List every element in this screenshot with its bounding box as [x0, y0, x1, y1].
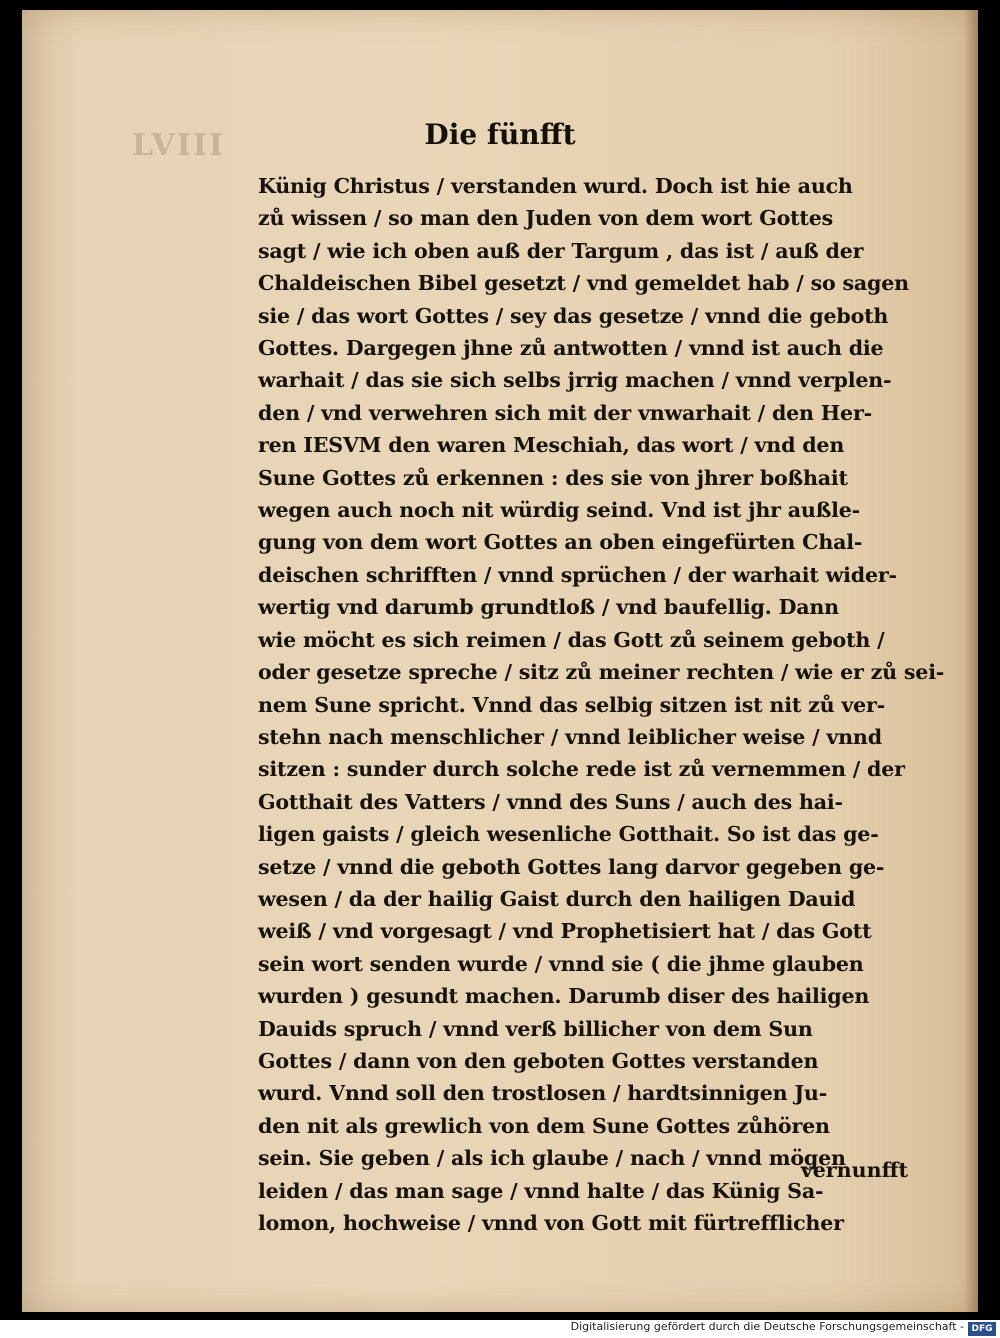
text-line: wie möcht es sich reimen / das Gott zů seinem geboth / — [258, 627, 885, 652]
text-line: leiden / das man sage / vnnd halte / das Künig Sa- — [258, 1178, 824, 1203]
text-line: den nit als grewlich von dem Sune Gottes zůhören — [258, 1113, 830, 1138]
text-line: wurd. Vnnd soll den trostlosen / hardtsinnigen Ju- — [258, 1081, 828, 1106]
text-line: Gotthait des Vatters / vnnd des Suns / auch des hai- — [258, 789, 843, 814]
dfg-logo-icon: DFG — [968, 1322, 996, 1336]
body-text — [258, 170, 945, 1239]
text-line: gung von dem wort Gottes an oben eingefürten Chal- — [258, 530, 863, 555]
text-line: wertig vnd darumb grundtloß / vnd baufellig. Dann — [258, 595, 839, 620]
text-line: den / vnd verwehren sich mit der vnwarhait / den Her- — [258, 400, 872, 425]
bleed-through-folio: LVIII — [132, 128, 225, 163]
text-line: wesen / da der hailig Gaist durch den hailigen Dauid — [258, 886, 856, 911]
book-page — [22, 10, 978, 1312]
text-line: Sune Gottes zů erkennen : des sie von jhrer boßhait — [258, 465, 848, 490]
catchword: vernunfft — [800, 1158, 908, 1182]
text-line: sagt / wie ich oben auß der Targum , das ist / auß der — [258, 238, 864, 263]
text-line: sitzen : sunder durch solche rede ist zů vernemmen / der — [258, 757, 905, 782]
text-line: deischen schrifften / vnnd sprüchen / der warhait wider- — [258, 562, 897, 587]
text-line: Chaldeischen Bibel gesetzt / vnd gemeldet hab / so sagen — [258, 271, 909, 296]
text-line: Künig Christus / verstanden wurd. Doch ist hie auch — [258, 174, 853, 198]
text-line: ligen gaists / gleich wesenliche Gotthait. So ist das ge- — [258, 822, 879, 847]
text-line: sie / das wort Gottes / sey das gesetze / vnnd die geboth — [258, 303, 889, 328]
text-line: wegen auch noch nit würdig seind. Vnd ist jhr außle- — [258, 498, 861, 523]
running-header: Die fünfft — [424, 118, 576, 151]
text-line: wurden ) gesundt machen. Darumb diser des hailigen — [258, 984, 870, 1009]
text-line: zů wissen / so man den Juden von dem wort Gottes — [258, 206, 834, 231]
text-line: sein. Sie geben / als ich glaube / nach / vnnd mögen — [258, 1146, 846, 1171]
text-line: ren IESVM den waren Meschiah, das wort / vnd den — [258, 433, 845, 458]
text-line: Dauids spruch / vnnd verß billicher von dem Sun — [258, 1016, 813, 1041]
text-line: warhait / das sie sich selbs jrrig machen / vnnd verplen- — [258, 368, 892, 393]
text-line: stehn nach menschlicher / vnnd leiblicher weise / vnnd — [258, 724, 882, 749]
funding-credit: Digitalisierung gefördert durch die Deutsche Forschungsgemeinschaft - — [570, 1320, 964, 1333]
text-line: weiß / vnd vorgesagt / vnd Prophetisiert hat / das Gott — [258, 919, 872, 944]
text-line: lomon, hochweise / vnnd von Gott mit fürtrefflicher — [258, 1211, 844, 1235]
text-line: sein wort senden wurde / vnnd sie ( die jhme glauben — [258, 951, 864, 976]
footer-bar — [0, 1320, 1000, 1338]
text-line: oder gesetze spreche / sitz zů meiner rechten / wie er zů sei- — [258, 660, 945, 685]
page-edge-shadow — [964, 10, 978, 1312]
text-line: setze / vnnd die geboth Gottes lang darvor gegeben ge- — [258, 854, 885, 879]
text-line: Gottes. Dargegen jhne zů antwotten / vnnd ist auch die — [258, 336, 884, 361]
text-line: nem Sune spricht. Vnnd das selbig sitzen ist nit zů ver- — [258, 692, 886, 717]
text-line: Gottes / dann von den geboten Gottes verstanden — [258, 1048, 819, 1073]
